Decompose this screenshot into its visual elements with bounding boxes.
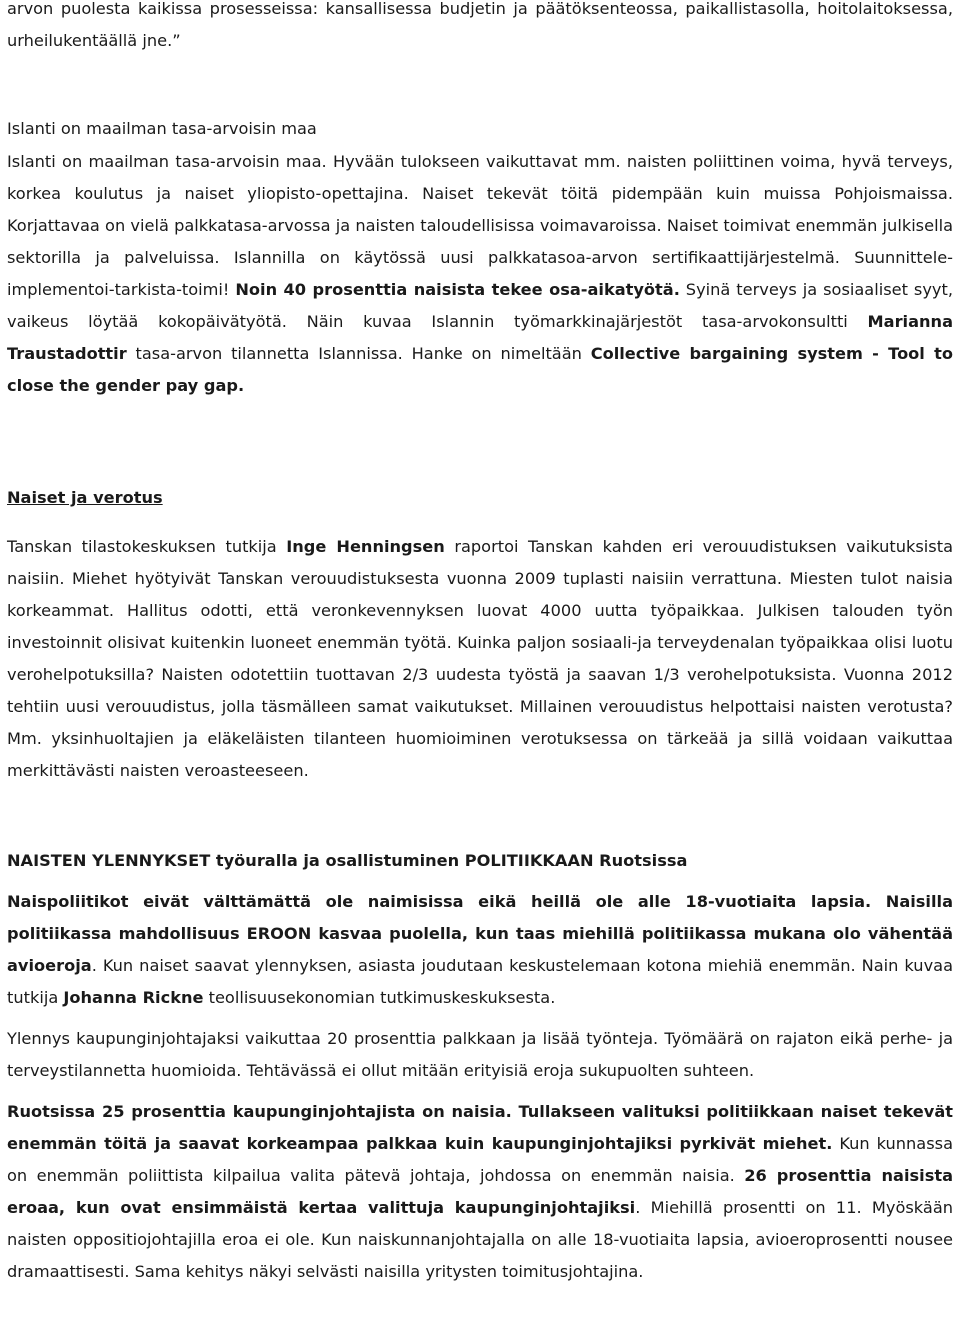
islanti-bold-2: Marianna Traustadottir <box>7 312 953 363</box>
section-ruotsi <box>7 845 953 1288</box>
paragraph-islanti <box>7 146 953 402</box>
heading-verotus: Naiset ja verotus <box>7 488 163 507</box>
ruotsi-p3-bold-1: Ruotsissa 25 prosenttia kaupunginjohtajista on naisia. Tullakseen valituksi politiikkaan naiset tekevät enemmän töitä ja saavat korkeampaa palkkaa kuin kaupunginjohtajiksi pyrkivät miehet. <box>7 1102 953 1153</box>
intro-paragraph <box>7 0 953 57</box>
paragraph-ruotsi-2: Ylennys kaupunginjohtajaksi vaikuttaa 20 prosenttia palkkaan ja lisää työnteja. Työmäärä on rajaton eikä perhe- ja terveystilannetta huomioida. Tehtävässä ei ollut mitään erityisiä eroja sukupuolten suhteen. <box>7 1029 953 1080</box>
islanti-bold-3: Collective bargaining system - Tool to close the gender pay gap. <box>7 344 953 395</box>
ruotsi-p1-text-1: . Kun naiset saavat ylennyksen, asiasta joudutaan keskustelemaan kotona miehiä enemmän. Nain kuvaa tutkija <box>7 956 953 1007</box>
islanti-bold-1: Noin 40 prosenttia naisista tekee osa-aikatyötä. <box>235 280 680 299</box>
ruotsi-p3-bold-2: 26 prosenttia naisista eroaa, kun ovat ensimmäistä kertaa valittuja kaupunginjohtajiksi <box>7 1166 953 1217</box>
paragraph-ruotsi-1 <box>7 886 953 1014</box>
islanti-text-1: Islanti on maailman tasa-arvoisin maa. Hyvään tulokseen vaikuttavat mm. naisten poliittinen voima, hyvä terveys, korkea koulutus ja naiset yliopisto-opettajina. Naiset tekevät töitä pidempään kuin muissa Pohjoismaissa. Korjattavaa on vielä palkkatasa-arvossa ja naisten taloudellisissa voimavaroissa. Naiset toimivat enemmän julkisella sektorilla ja palveluissa. Islannilla on käytössä uusi palkkatasoa-arvon sertifikaattijärjestelmä. Suunnittele-implementoi-tarkista-toimi! <box>7 152 953 299</box>
ruotsi-p1-text-2: teollisuusekonomian tutkimuskeskuksesta. <box>203 988 556 1007</box>
islanti-text-3: tasa-arvon tilannetta Islannissa. Hanke on nimeltään <box>126 344 591 363</box>
verotus-text-1: Tanskan tilastokeskuksen tutkija <box>7 537 287 556</box>
ruotsi-p1-bold-1: Naispoliitikot eivät välttämättä ole naimisissa eikä heillä ole alle 18-vuotiaita lapsia. Naisilla politiikassa mahdollisuus EROON kasvaa puolella, kun taas miehillä politiikassa mukana olo vähentää avioeroja <box>7 892 953 975</box>
heading-ruotsi: NAISTEN YLENNYKSET työuralla ja osallistuminen POLITIIKKAAN Ruotsissa <box>7 851 688 870</box>
heading-islanti: Islanti on maailman tasa-arvoisin maa <box>7 119 317 138</box>
verotus-text-2: raportoi Tanskan kahden eri verouudistuksen vaikutuksista naisiin. Miehet hyötyivät Tanskan verouudistuksesta vuonna 2009 tuplasti naisiin verrattuna. Miesten tulot naisia korkeammat. Hallitus odotti, että veronkevennyksen luovat 4000 uutta työpaikkaa. Julkisen talouden työn investoinnit olisivat kuitenkin luoneet enemmän työtä. Kuinka paljon sosiaali-ja terveydenalan työpaikkaa olisi luotu verohelpotuksilla? Naisten odotettiin tuottavan 2/3 uudesta työstä ja saavan 1/3 verohelpotuksista. Vuonna 2012 tehtiin uusi verouudistus, jolla täsmälleen samat vaikutukset. Millainen verouudistus helpottaisi naisten verotusta? Mm. yksinhuoltajien ja eläkeläisten tilanteen huomioiminen verotuksessa on tärkeää ja sillä voidaan vaikuttaa merkittävästi naisten veroasteeseen. <box>7 537 953 780</box>
islanti-text-2: Syinä terveys ja sosiaaliset syyt, vaikeus löytää kokopäivätyötä. Näin kuvaa Islannin työmarkkinajärjestöt tasa-arvokonsultti <box>7 280 953 331</box>
section-verotus <box>7 482 953 787</box>
intro-text: arvon puolesta kaikissa prosesseissa: kansallisessa budjetin ja päätöksenteossa, paikallistasolla, hoitolaitoksessa, urheilukentäällä jne.” <box>7 0 953 50</box>
ruotsi-p1-bold-2: Johanna Rickne <box>63 988 204 1007</box>
ruotsi-p3-text-1: Kun kunnassa on enemmän poliittista kilpailua valita pätevä johtaja, johdossa on enemmän naisia. <box>7 1134 953 1185</box>
section-islanti <box>7 113 953 402</box>
paragraph-ruotsi-3 <box>7 1096 953 1288</box>
verotus-bold-1: Inge Henningsen <box>286 537 445 556</box>
ruotsi-p3-text-2: . Miehillä prosentti on 11. Myöskään naisten oppositiojohtajilla eroa ei ole. Kun naiskunnanjohtajalla on alle 18-vuotiaita lapsia, avioeroprosentti nousee dramaattisesti. Sama kehitys näkyi selvästi naisilla yritysten toimitusjohtajina. <box>7 1198 953 1281</box>
paragraph-verotus <box>7 531 953 787</box>
